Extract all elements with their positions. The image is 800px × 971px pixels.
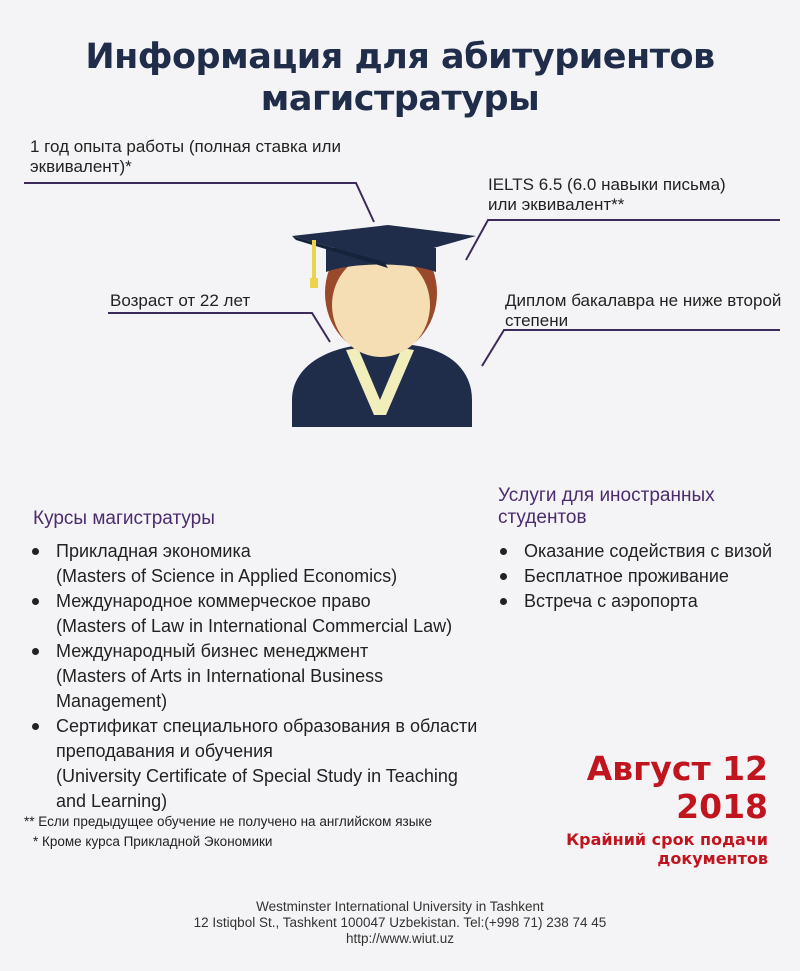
footer-address: 12 Istiqbol St., Tashkent 100047 Uzbekistan. Tel:(+998 71) 238 74 45 (193, 915, 607, 930)
course-item (31, 639, 491, 714)
service-item: Оказание содействия с визой (499, 539, 789, 564)
requirement-diploma-line2: степени (505, 311, 569, 330)
deadline-caption-line2: документов (657, 849, 768, 868)
requirement-diploma-line1: Диплом бакалавра не ниже второй (505, 291, 782, 310)
graduate-student-icon (0, 0, 800, 480)
course-name-en: (Masters of Science in Applied Economics) (56, 566, 398, 586)
deadline-date: Август 12 (586, 749, 768, 788)
course-name-en: (Masters of Law in International Commercial Law) (56, 616, 453, 636)
course-name-ru: Сертификат специального образования в области преподавания и обучения (56, 716, 478, 761)
footnote-language: ** Если предыдущее обучение не получено на английском языке (24, 814, 432, 829)
requirement-age: Возраст от 22 лет (110, 291, 251, 310)
services-list (499, 539, 789, 614)
requirement-ielts-line2: или эквивалент** (488, 195, 625, 214)
deadline-caption (566, 830, 768, 868)
page-title-line1: Информация для абитуриентов (85, 37, 715, 77)
course-item (31, 539, 491, 589)
service-item: Бесплатное проживание (499, 564, 789, 589)
services-heading (498, 485, 715, 529)
footer (0, 899, 800, 947)
requirement-experience-line2: эквивалент)* (30, 157, 132, 176)
footer-university: Westminster International University in Tashkent (256, 899, 544, 914)
requirement-ielts-line1: IELTS 6.5 (6.0 навыки письма) (488, 175, 726, 194)
services-heading-line2: студентов (498, 507, 587, 528)
footer-website-link[interactable]: http://www.wiut.uz (345, 931, 455, 946)
course-name-en: (Masters of Arts in International Business Management) (56, 666, 384, 711)
requirement-experience-line1: 1 год опыта работы (полная ставка или (30, 137, 341, 156)
course-name-ru: Международный бизнес менеджмент (56, 641, 369, 661)
courses-list (31, 539, 491, 814)
deadline-caption-line1: Крайний срок подачи (566, 830, 768, 849)
course-name-en: (University Certificate of Special Study in Teaching and Learning) (56, 766, 458, 811)
course-item (31, 714, 491, 814)
page-title-line2: магистратуры (260, 79, 540, 119)
courses-heading: Курсы магистратуры (33, 508, 215, 529)
service-item: Встреча с аэропорта (499, 589, 789, 614)
footnote-course: * Кроме курса Прикладной Экономики (33, 834, 273, 849)
deadline-year: 2018 (676, 787, 768, 826)
course-name-ru: Международное коммерческое право (56, 591, 371, 611)
footnotes (24, 812, 432, 852)
course-item (31, 589, 491, 639)
course-name-ru: Прикладная экономика (56, 541, 251, 561)
services-heading-line1: Услуги для иностранных (498, 485, 715, 506)
deadline-block (566, 750, 768, 868)
